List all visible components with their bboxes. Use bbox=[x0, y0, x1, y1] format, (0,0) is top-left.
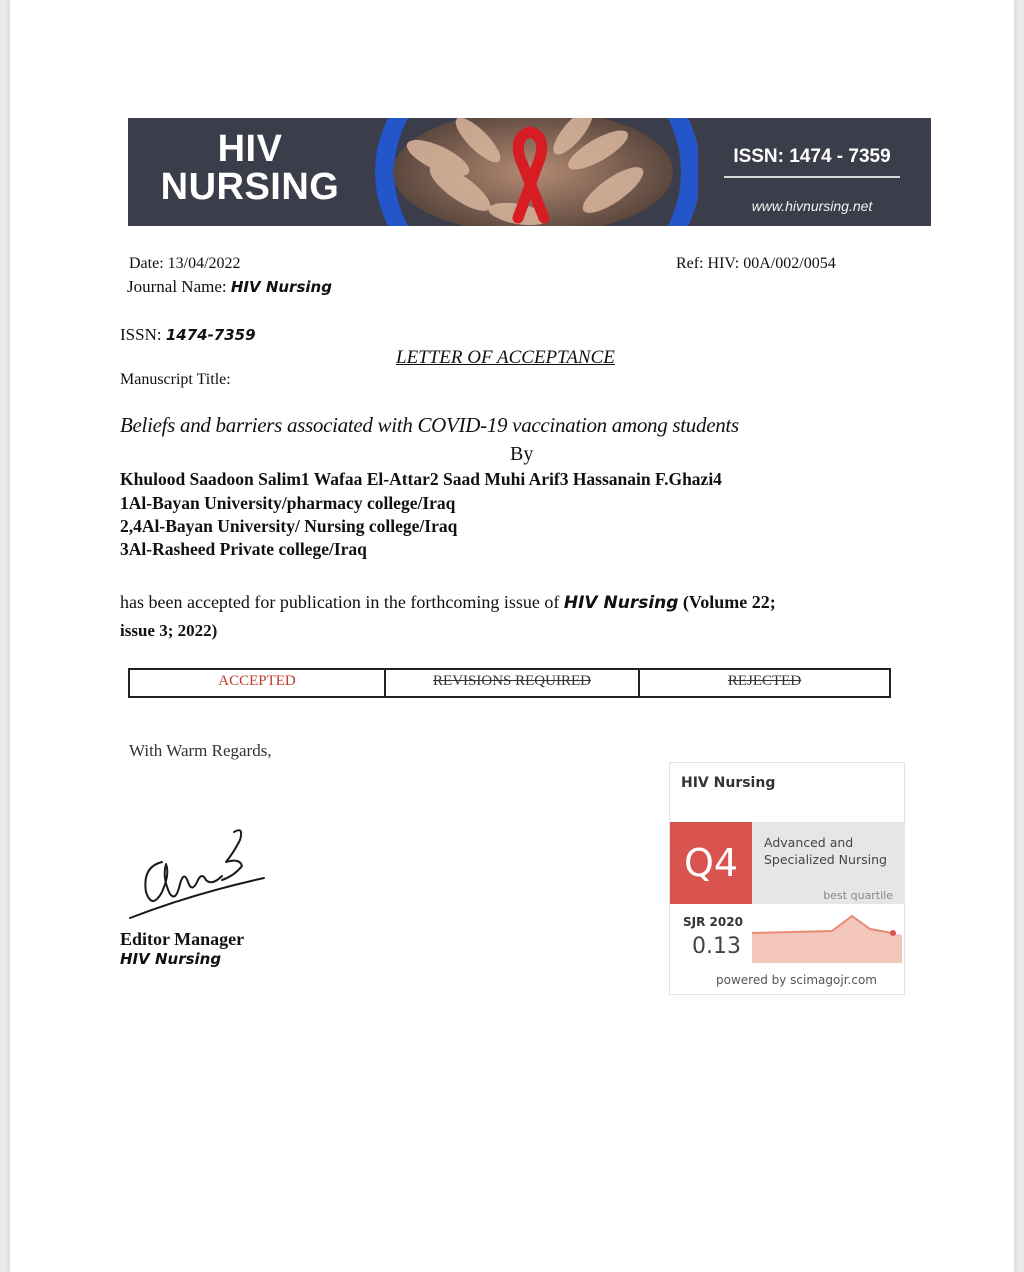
affiliation-1: 1Al-Bayan University/pharmacy college/Iraq bbox=[120, 493, 456, 513]
acceptance-prefix: has been accepted for publication in the forthcoming issue of bbox=[120, 592, 560, 612]
logo-line-hiv: HIV bbox=[217, 128, 283, 170]
issn-value: 1474-7359 bbox=[165, 326, 256, 344]
category-line-1: Advanced and bbox=[764, 835, 854, 850]
banner-website[interactable]: www.hivnursing.net bbox=[751, 198, 873, 214]
hands-ribbon-photo bbox=[368, 118, 698, 226]
journal-name-value: HIV Nursing bbox=[230, 278, 332, 296]
acceptance-volume: (Volume 22; bbox=[682, 592, 776, 612]
acceptance-statement bbox=[120, 592, 920, 613]
acceptance-journal: HIV Nursing bbox=[563, 593, 679, 613]
letter-heading: LETTER OF ACCEPTANCE bbox=[396, 347, 615, 368]
journal-name-label: Journal Name: bbox=[127, 277, 227, 296]
letter-page bbox=[10, 0, 1014, 1272]
decision-table bbox=[128, 668, 891, 698]
sjr-widget[interactable] bbox=[669, 762, 905, 995]
closing-regards: With Warm Regards, bbox=[129, 741, 272, 760]
by-label: By bbox=[510, 443, 534, 465]
journal-name-line bbox=[127, 277, 332, 297]
category-text bbox=[764, 834, 900, 868]
status-rejected: REJECTED bbox=[727, 673, 802, 689]
best-quartile-label: best quartile bbox=[823, 889, 893, 902]
banner-issn: ISSN: 1474 - 7359 bbox=[724, 146, 900, 178]
status-accepted: ACCEPTED bbox=[130, 670, 386, 696]
authors-line: Khulood Saadoon Salim1 Wafaa El-Attar2 Saad Muhi Arif3 Hassanain F.Ghazi4 bbox=[120, 469, 722, 489]
issn-line bbox=[120, 325, 256, 345]
sjr-sparkline bbox=[752, 913, 902, 963]
affiliation-2: 2,4Al-Bayan University/ Nursing college/Iraq bbox=[120, 516, 458, 536]
journal-banner bbox=[128, 118, 931, 226]
manuscript-label: Manuscript Title: bbox=[120, 371, 231, 388]
acceptance-issue: issue 3; 2022) bbox=[120, 621, 218, 640]
signer-journal: HIV Nursing bbox=[120, 950, 222, 968]
status-revisions: REVISIONS REQUIRED bbox=[386, 670, 640, 696]
category-box bbox=[752, 822, 905, 904]
powered-by-link[interactable]: powered by scimagojr.com bbox=[716, 973, 877, 987]
editor-signature bbox=[122, 822, 272, 926]
affiliation-3: 3Al-Rasheed Private college/Iraq bbox=[120, 539, 367, 559]
sjr-year-label: SJR 2020 bbox=[683, 915, 743, 929]
signer-title: Editor Manager bbox=[120, 929, 245, 949]
issn-label: ISSN: bbox=[120, 325, 162, 344]
sparkline-end-point bbox=[890, 930, 896, 936]
manuscript-title: Beliefs and barriers associated with COVID-19 vaccination among students bbox=[120, 413, 739, 437]
sjr-value: 0.13 bbox=[692, 934, 741, 959]
quartile-badge: Q4 bbox=[670, 822, 752, 904]
letter-date: Date: 13/04/2022 bbox=[129, 255, 241, 272]
journal-logo bbox=[140, 130, 360, 206]
reference-number: Ref: HIV: 00A/002/0054 bbox=[676, 255, 836, 272]
logo-line-nursing: NURSING bbox=[160, 166, 340, 208]
sjr-journal-name: HIV Nursing bbox=[681, 775, 776, 791]
category-line-2: Specialized Nursing bbox=[764, 852, 887, 867]
